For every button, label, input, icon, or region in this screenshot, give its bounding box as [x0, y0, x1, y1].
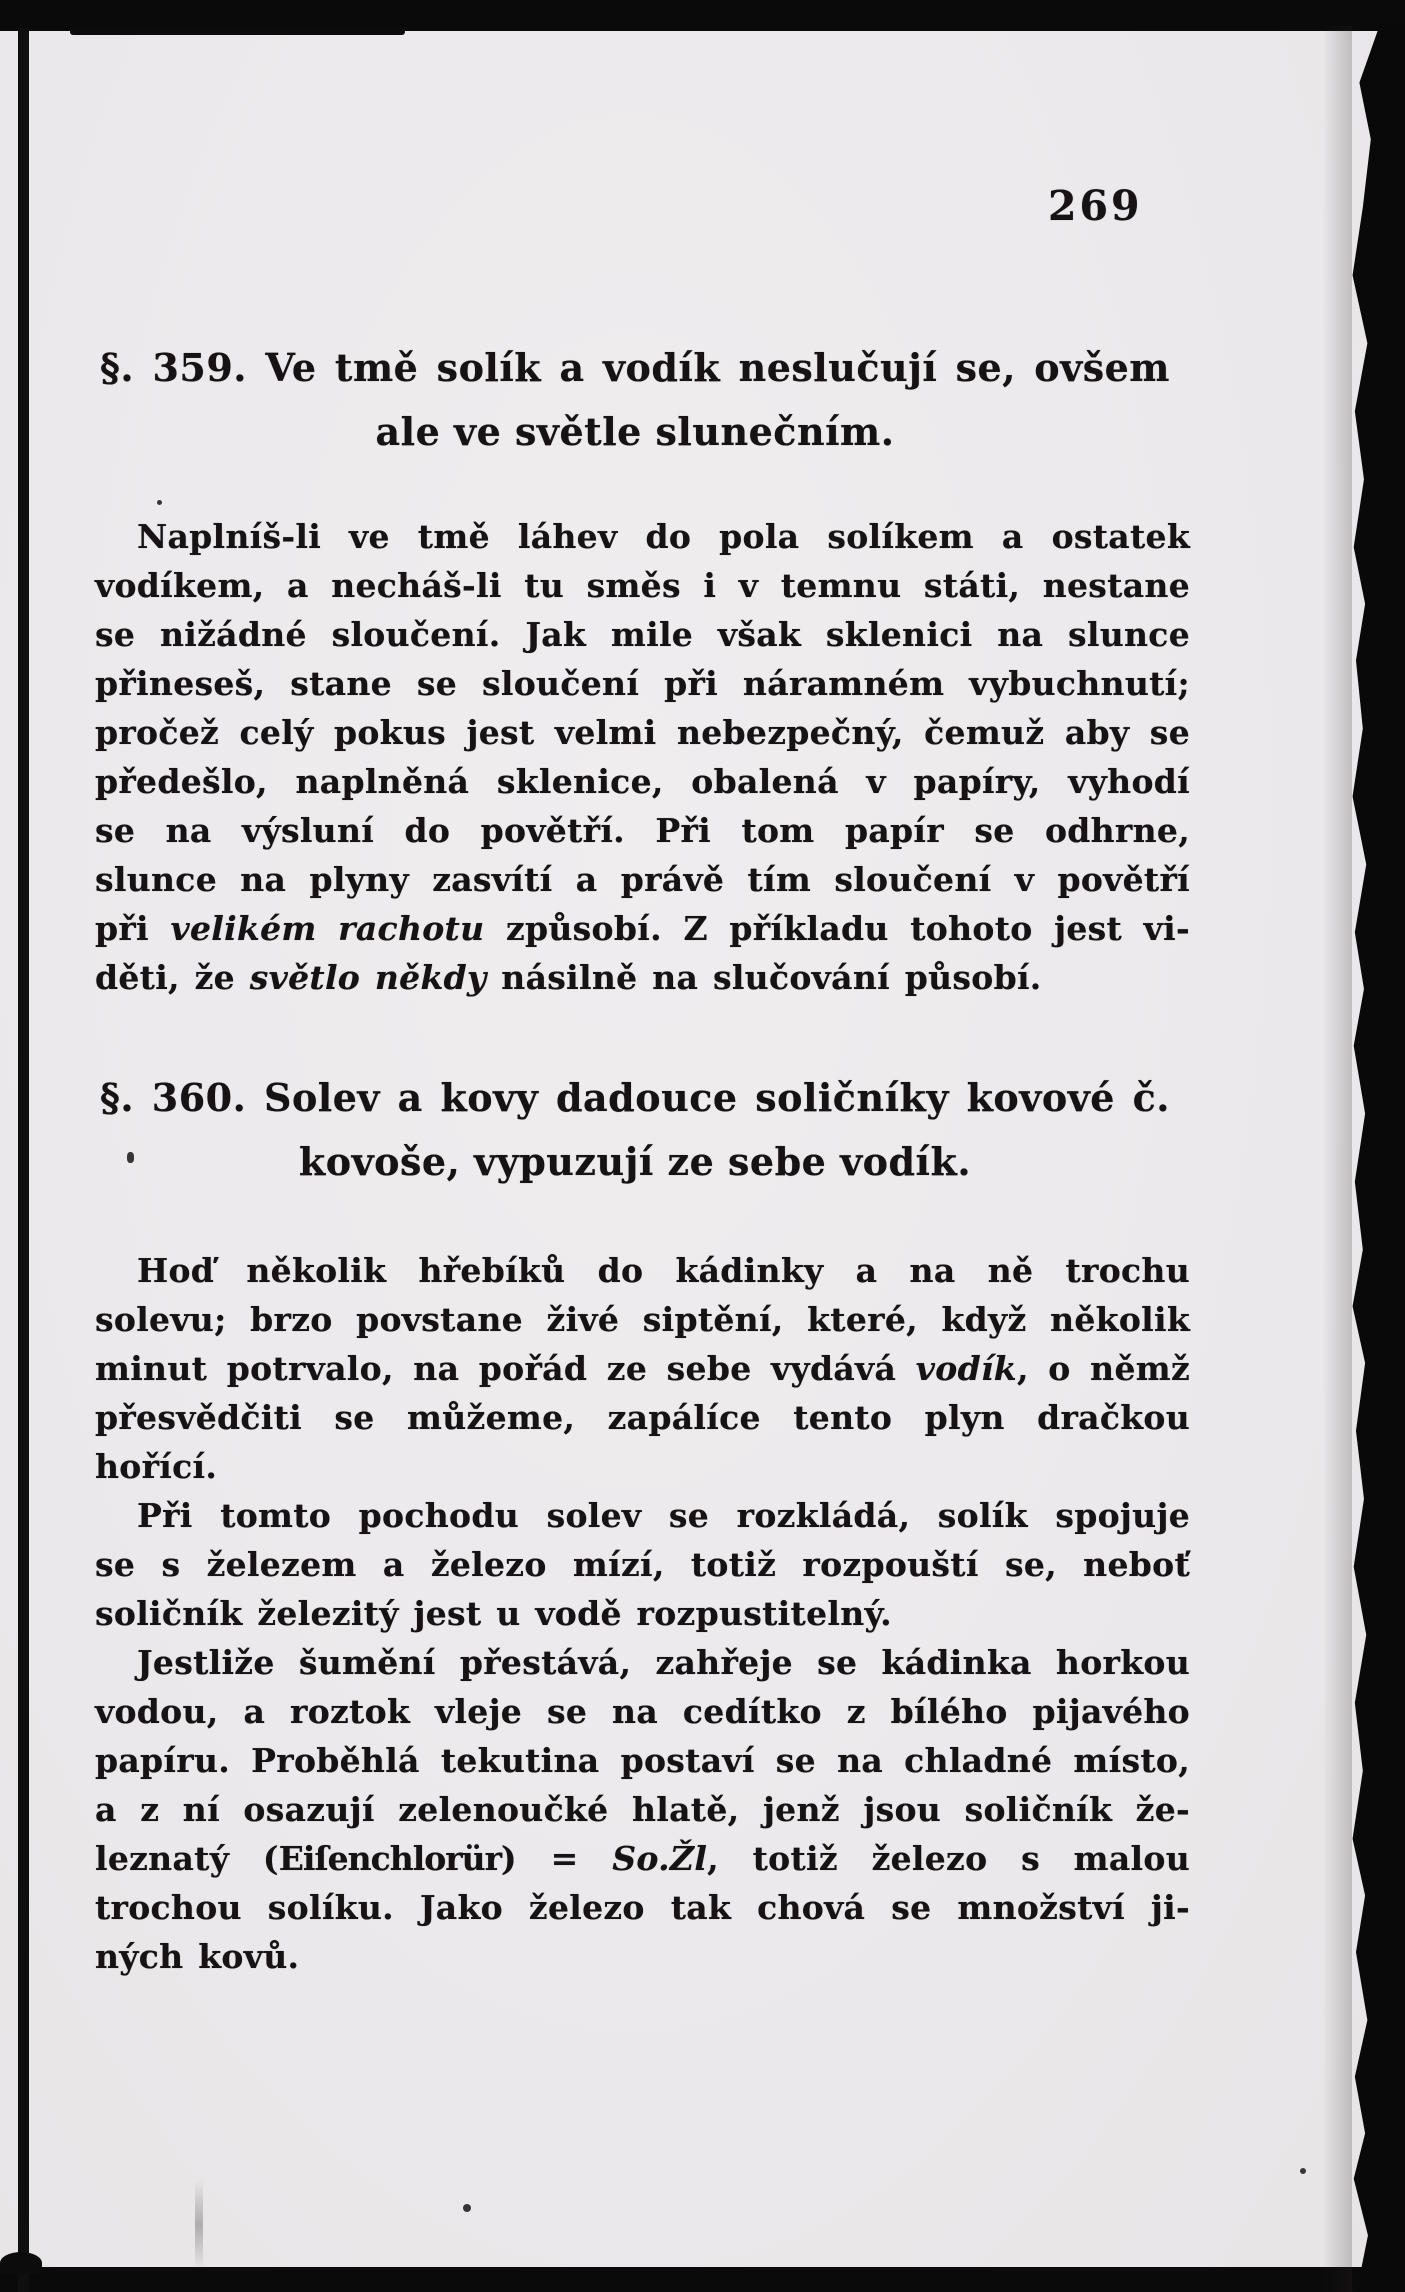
paper-edge-shadow	[1322, 26, 1352, 2292]
body-line: pročež celý pokus jest velmi nebezpečný, čemuž aby se	[95, 713, 1190, 752]
text-segment: , totiž železo s malou	[707, 1839, 1190, 1878]
chemical-formula: So.Žl	[612, 1839, 708, 1878]
body-line: papíru. Proběhlá tekutina postaví se na chladné místo,	[95, 1741, 1190, 1780]
body-line: se nižádné sloučení. Jak mile však sklenici na slunce	[95, 615, 1190, 654]
scan-blob	[0, 2252, 42, 2274]
body-line	[95, 1344, 1190, 1393]
section-360-heading	[100, 1066, 1170, 1194]
scan-streak	[70, 29, 405, 35]
dust-speck	[1300, 2168, 1306, 2174]
body-line: vodou, a roztok vleje se na cedítko z bílého pijavého	[95, 1692, 1190, 1731]
body-line: přineseš, stane se sloučení při náramném vybuchnutí;	[95, 664, 1190, 703]
text-segment: děti, že	[95, 958, 250, 997]
body-line: ných kovů.	[95, 1937, 300, 1976]
body-line: a z ní osazují zelenoučké hlatě, jenž jsou soličník že-	[95, 1790, 1190, 1829]
section-359-heading-line-2: ale ve světle slunečním.	[375, 409, 895, 454]
italic-term: velikém rachotu	[170, 909, 485, 948]
scan-smudge	[195, 2180, 203, 2270]
dust-speck	[157, 500, 162, 505]
section-360-heading-line-2: kovoše, vypuzují ze sebe vodík.	[298, 1139, 972, 1184]
body-line: se na výsluní do povětří. Při tom papír se odhrne,	[95, 811, 1190, 850]
text-segment: leznatý (	[95, 1839, 279, 1878]
body-line: hořící.	[95, 1447, 218, 1486]
text-segment: minut potrvalo, na pořád ze sebe vydává	[95, 1349, 916, 1388]
text-segment: při	[95, 909, 171, 948]
text-segment: ) =	[501, 1839, 613, 1878]
section-360-body	[95, 1246, 1190, 1981]
page-number: 269	[1048, 182, 1143, 230]
text-segment: , o němž	[1016, 1349, 1190, 1388]
body-line	[95, 904, 1190, 953]
body-line: Hoď několik hřebíků do kádinky a na ně trochu	[137, 1251, 1190, 1290]
dust-speck	[463, 2204, 471, 2212]
fraktur-term: Eiſenchlorür	[278, 1839, 502, 1878]
section-359-body	[95, 512, 1190, 1002]
body-line	[95, 1834, 1190, 1883]
body-line: slunce na plyny zasvítí a právě tím sloučení v povětří	[95, 860, 1190, 899]
body-line: přesvědčiti se můžeme, zapálíce tento plyn dračkou	[95, 1398, 1190, 1437]
body-line: Jestliže šumění přestává, zahřeje se kádinka horkou	[137, 1643, 1190, 1682]
section-359-heading	[100, 336, 1170, 464]
body-line: se s železem a železo mízí, totiž rozpouští se, neboť	[95, 1545, 1190, 1584]
italic-term: světlo někdy	[249, 958, 487, 997]
scan-border-left-line	[18, 28, 29, 2292]
body-line: soličník železitý jest u vodě rozpustitelný.	[95, 1594, 892, 1633]
scan-border-bottom	[0, 2267, 1405, 2292]
body-line: Při tomto pochodu solev se rozkládá, solík spojuje	[137, 1496, 1190, 1535]
section-359-heading-line-1: §. 359. Ve tmě solík a vodík neslučují se, ovšem	[100, 345, 1170, 390]
body-line: Naplníš-li ve tmě láhev do pola solíkem a ostatek	[137, 517, 1190, 556]
body-line: trochou solíku. Jako železo tak chová se množství ji-	[95, 1888, 1190, 1927]
body-line	[95, 953, 1190, 1002]
body-line: předešlo, naplněná sklenice, obalená v papíry, vyhodí	[95, 762, 1190, 801]
section-360-heading-line-1: §. 360. Solev a kovy dadouce soličníky kovové č.	[100, 1075, 1170, 1120]
body-line: solevu; brzo povstane živé siptění, které, když několik	[95, 1300, 1190, 1339]
text-segment: způsobí. Z příkladu tohoto jest vi-	[484, 909, 1190, 948]
italic-term: vodík	[915, 1349, 1017, 1388]
text-segment: násilně na slučování působí.	[486, 958, 1042, 997]
scan-border-top	[0, 0, 1405, 31]
body-line: vodíkem, a necháš-li tu směs i v temnu státi, nestane	[95, 566, 1190, 605]
